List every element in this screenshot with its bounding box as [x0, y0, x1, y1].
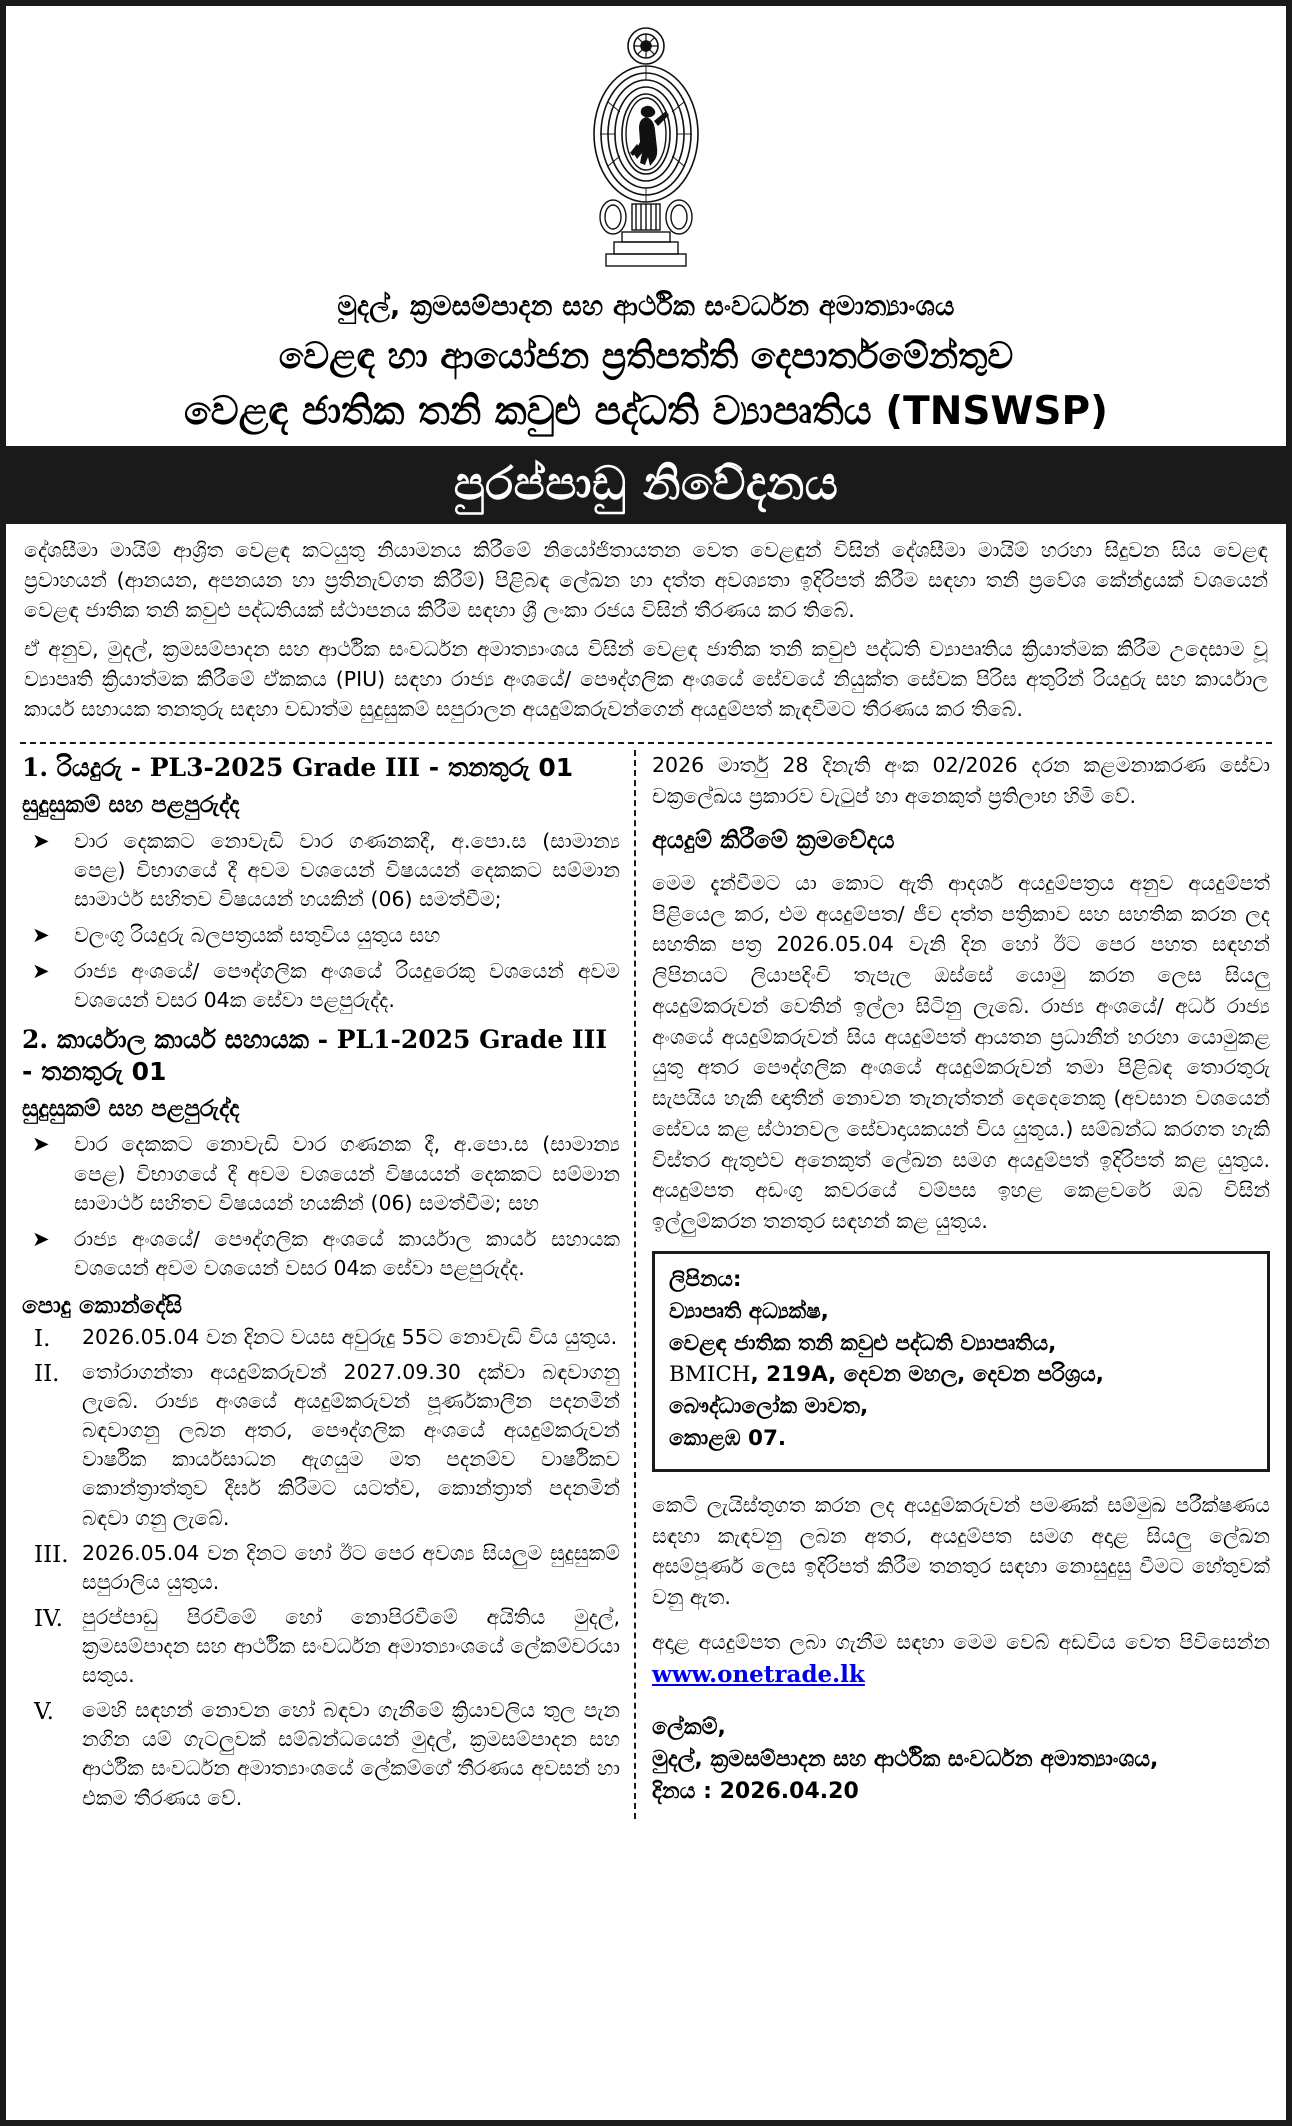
position-2-separator: - — [308, 1024, 337, 1054]
position-1-title — [22, 752, 620, 785]
address-venue-code: BMICH — [669, 1362, 751, 1388]
arrow-bullet-icon: ➤ — [32, 923, 50, 948]
intro-paragraph-1: දේශසීමා මායිම් ආශ්‍රිත වෙළඳ කටයුතු නියාමනය කිරීමේ නියෝජිතායතන වෙත වෙළඳුන් විසින් දේශසීමා මායිම් හරහා සිදුවන සිය වෙළඳ ප්‍රවාහයන් (ආනයන, අපනයන හා ප්‍රතිනැව්ගත කිරීම්) පිළිබඳ ලේඛන හා දත්ත අවශ්‍යතා ඉදිරිපත් කිරීම සඳහා තනි ප්‍රවේශ කේන්ද්‍රයක් වශයෙන් වෙළඳ ජාතික තනි කවුළු පද්ධතියක් ස්ථාපනය කිරීම සඳහා ශ්‍රී ලංකා රජය විසින් තීරණය කර තිබේ. — [24, 538, 1268, 622]
bullet-text: රාජ්‍ය අංශයේ/ පෞද්ගලික අංශයේ රියදුරෙකු වශයෙන් අවම වශයෙන් වසර 04ක සේවා පළපුරුද්ද. — [74, 959, 621, 1013]
website-link[interactable]: www.onetrade.lk — [652, 1660, 865, 1688]
website-lead-text: අදාළ අයදුම්පත ලබා ගැනීම සඳහා මෙම වෙබ් අඩවිය වෙත පිවිසෙන්න — [652, 1629, 1270, 1654]
general-conditions-heading: පොදු කොන්දේසි — [22, 1292, 183, 1319]
condition-text: 2026.05.04 වන දිනට හෝ ඊට පෙර අවශ්‍ය සියලුම සුදුසුකම් සපුරාලිය යුතුය. — [82, 1540, 621, 1594]
intro-paragraph-2: ඒ අනුව, මුදල්, ක්‍රමසම්පාදන සහ ආර්ථික සංවර්ධන අමාත්‍යාංශය විසින් වෙළඳ ජාතික තනි කවුළු පද්ධති ව්‍යාපෘතිය ක්‍රියාත්මක කිරීම උදෙසාම වූ ව්‍යාපෘති ක්‍රියාත්මක කිරීමේ ඒකකය (PIU) සඳහා රාජ්‍ය අංශයේ/ පෞද්ගලික අංශයේ සේවයේ නියුක්ත සේවක පිරිස අතුරින් රියදුරු සහ කාර්යාල කාර්ය සහායක තනතුරු සඳහා වඩාත්ම සුදුසුකම් සපුරාලන අයදුම්කරුවන්ගෙන් අයදුම්පත් කැඳවීමට තීරණය කර තිබේ. — [24, 637, 1268, 721]
ministry-name: මුදල්, ක්‍රමසම්පාදන සහ ආර්ථික සංවර්ධන අමාත්‍යාංශය — [337, 291, 955, 322]
roman-numeral: I. — [34, 1325, 51, 1352]
application-method-paragraph: මෙම දැන්වීමට යා කොට ඇති ආදර්ශ අයදුම්පත්‍රය අනුව අයදුම්පත් පිළියෙල කර, එම අයදුම්පත/ ජීව දත්ත පත්‍රිකාව සහ සහතික කරන ලද සහතික පත්‍ර 2026.05.04 වැනි දින හෝ ඊට පෙර පහත සඳහන් ලිපිනයට ලියාපදිංචි තැපැල ඔස්සේ යොමු කරන ලෙස සියලු අයදුම්කරුවන් වෙතින් ඉල්ලා සිටිනු ලැබේ. රාජ්‍ය අංශයේ/ අර්ධ රාජ්‍ය අංශයේ අයදුම්කරුවන් සිය අයදුම්පත් ආයතන ප්‍රධානීන් හරහා යොමුකළ යුතු අතර පෞද්ගලික අංශයේ අයදුම්කරුවන් තමා පිළිබඳ තොරතුරු සැපයිය හැකි ඥාතීන් නොවන තැනැත්තන් දෙදෙනෙකු (අවසාන වශයෙන් සේවය කළ ස්ථානවල සේවාදායකයන් විය යුතුය.) සම්බන්ධ කරගත හැකි විස්තර ඇතුළුව අනෙකුත් ලේඛන සමග අයදුම්පත් ඉදිරිපත් කළ යුතුය. අයදුම්පත අඩංගු කවරයේ වම්පස ඉහළ කෙළවරේ ඔබ විසින් ඉල්ලුම්කරන තනතුර සඳහන් කළ යුතුය. — [652, 870, 1270, 1234]
shortlist-paragraph: කෙටි ලැයිස්තුගත කරන ලද අයදුම්කරුවන් පමණක් සම්මුඛ පරීක්ෂණය සඳහා කැඳවනු ලබන අතර, අයදුම්පත සමග අදාළ සියලු ලේඛන අසම්පූර්ණ ලෙස ඉදිරිපත් කිරීම තනතුර සඳහා නොසුදුසු වීමට හේතුවක් වනු ඇත. — [652, 1492, 1270, 1610]
left-column — [22, 750, 636, 1818]
website-paragraph — [652, 1627, 1270, 1692]
condition-text: 2026.05.04 වන දිනට වයස අවුරුදු 55ට නොවැඩි විය යුතුය. — [82, 1324, 618, 1349]
signatory-ministry: මුදල්, ක්‍රමසම්පාදන සහ ආර්ථික සංවර්ධන අමාත්‍යාංශය, — [652, 1746, 1159, 1772]
national-emblem-icon — [580, 24, 712, 284]
address-line-4: බෞද්ධාලෝක මාවත, — [669, 1394, 869, 1420]
list-item — [26, 1603, 620, 1690]
list-item — [26, 1323, 620, 1352]
address-box — [652, 1251, 1270, 1472]
position-2-title — [22, 1024, 620, 1089]
position-1-qualifications-list — [22, 827, 620, 1016]
address-line-1: ව්‍යාපෘති අධ්‍යක්ෂ, — [669, 1298, 829, 1324]
position-1-qualifications-heading: සුදුසුකම් සහ පළපුරුද්ද — [22, 791, 240, 818]
signature-block — [652, 1712, 1270, 1808]
list-item — [28, 1225, 620, 1283]
list-item — [28, 921, 620, 950]
list-item — [28, 1130, 620, 1217]
arrow-bullet-icon: ➤ — [32, 828, 50, 853]
position-1-separator: - — [121, 753, 150, 783]
right-column — [636, 750, 1270, 1818]
address-venue-rest: , 219A, දෙවන මහල, දෙවන පරිශ්‍රය, — [750, 1362, 1104, 1388]
position-1-number: 1. — [22, 753, 49, 783]
position-1-code: PL3-2025 Grade III — [149, 753, 421, 783]
roman-numeral: III. — [34, 1541, 69, 1568]
position-2-qualifications-list — [22, 1130, 620, 1283]
roman-numeral: V. — [34, 1699, 54, 1726]
condition-text: මෙහි සඳහන් නොවන හෝ බඳවා ගැනීමේ ක්‍රියාවලිය තුල පැන නගින යම් ගැටලුවක් සම්බන්ධයෙන් මුදල්, ක්‍රමසම්පාදන සහ ආර්ථික සංවර්ධන අමාත්‍යාංශයේ ලේකම්ගේ තීරණය අවසන් හා එකම තීරණය වේ. — [82, 1698, 621, 1810]
list-item — [26, 1696, 620, 1812]
address-line-2: වෙළඳ ජාතික තනි කවුළු පද්ධති ව්‍යාපෘතිය, — [669, 1330, 1057, 1356]
position-2-qualifications-heading: සුදුසුකම් සහ පළපුරුද්ද — [22, 1095, 240, 1122]
general-conditions-list — [22, 1323, 620, 1813]
position-2-code: PL1-2025 Grade III — [336, 1024, 608, 1054]
bullet-text: වාර දෙකකට නොවැඩි වාර ගණනකදී, අ.පො.ස (සාමාන්‍ය පෙළ) විභාගයේ දී අවම වශයෙන් විෂයයන් දෙකකට සම්මාන සාමාර්ථ සහිතව විෂයයන් හයකින් (06) සමත්වීම; — [74, 828, 621, 912]
address-line-3 — [669, 1359, 1253, 1391]
salary-benefits-note: 2026 මාර්තු 28 දිනැති අංක 02/2026 දරන කළමනාකරණ සේවා චක්‍රලේඛය ප්‍රකාරව වැටුප් හා අනෙකුත් ප්‍රතිලාභ හිමි වේ. — [652, 753, 1270, 809]
roman-numeral: IV. — [34, 1605, 63, 1632]
arrow-bullet-icon: ➤ — [32, 1226, 50, 1251]
project-name: වෙළඳ ජාතික තනි කවුළු පද්ධති ව්‍යාපෘතිය (TNSWSP) — [184, 388, 1108, 434]
list-item — [26, 1358, 620, 1533]
position-2-count: - තනතුරු 01 — [22, 1057, 167, 1086]
position-2-number: 2. — [22, 1024, 49, 1054]
signatory-title: ලේකම්, — [652, 1715, 726, 1741]
position-1-count: - තනතුරු 01 — [420, 753, 574, 783]
position-2-name: කාර්යාල කාර්ය සහායක — [56, 1024, 309, 1054]
application-method-heading: අයදුම් කිරීමේ ක්‍රමවේදය — [652, 825, 895, 854]
condition-text: තෝරාගන්තා අයදුම්කරුවන් 2027.09.30 දක්වා බඳවාගනු ලැබේ. රාජ්‍ය අංශයේ අයදුම්කරුවන් පූර්ණකාලීන පදනමින් බඳවාගනු ලබන අතර, පෞද්ගලික අංශයේ අයදුම්කරුවන් වාර්ෂික කාර්යසාධන ඇගයුම මත පදනම්ව වාර්ෂිකව කොන්ත්‍රාත්තුව දීර්ඝ කිරීමට යටත්ව, කොන්ත්‍රාත් පදනමින් බඳවා ගනු ලැබේ. — [82, 1360, 621, 1530]
body-columns — [6, 744, 1286, 1818]
position-1-name: රියදුරු — [56, 753, 122, 783]
bullet-text: වාර දෙකකට නොවැඩි වාර ගණනක දී, අ.පො.ස (සාමාන්‍ය පෙළ) විභාගයේ දී අවම වශයෙන් විෂයයන් දෙකකට සම්මාන සාමාර්ථ සහිතව විෂයයන් හයකින් (06) සමත්වීම; සහ — [74, 1132, 621, 1215]
introduction-section — [6, 524, 1286, 738]
address-line-5: කොළඹ 07. — [669, 1426, 787, 1452]
signature-date: දිනය : 2026.04.20 — [652, 1778, 859, 1804]
list-item — [26, 1539, 620, 1597]
list-item — [28, 957, 620, 1015]
address-label: ලිපිනය: — [669, 1266, 742, 1292]
roman-numeral: II. — [34, 1361, 60, 1388]
condition-text: පුරප්පාඩු පිරවීමේ හෝ නොපිරවීමේ අයිතිය මුදල්, ක්‍රමසම්පාදන සහ ආර්ථික සංවර්ධන අමාත්‍යාංශයේ ලේකම්වරයා සතුය. — [82, 1604, 621, 1688]
list-item — [28, 827, 620, 914]
bullet-text: වලංගු රියදුරු බලපත්‍රයක් සතුවිය යුතුය සහ — [74, 923, 441, 948]
arrow-bullet-icon: ➤ — [32, 959, 50, 984]
arrow-bullet-icon: ➤ — [32, 1132, 50, 1157]
bullet-text: රාජ්‍ය අංශයේ/ පෞද්ගලික අංශයේ කාර්යාල කාර්ය සහායක වශයෙන් අවම වශයෙන් වසර 04ක සේවා පළපුරුද්ද. — [74, 1226, 621, 1280]
document-header — [6, 6, 1286, 436]
vacancy-banner-title: පුරප්පාඩු නිවේදනය — [6, 446, 1286, 525]
department-name: වෙළඳ හා ආයෝජන ප්‍රතිපත්ති දෙපාර්තමේන්තුව — [278, 335, 1014, 377]
